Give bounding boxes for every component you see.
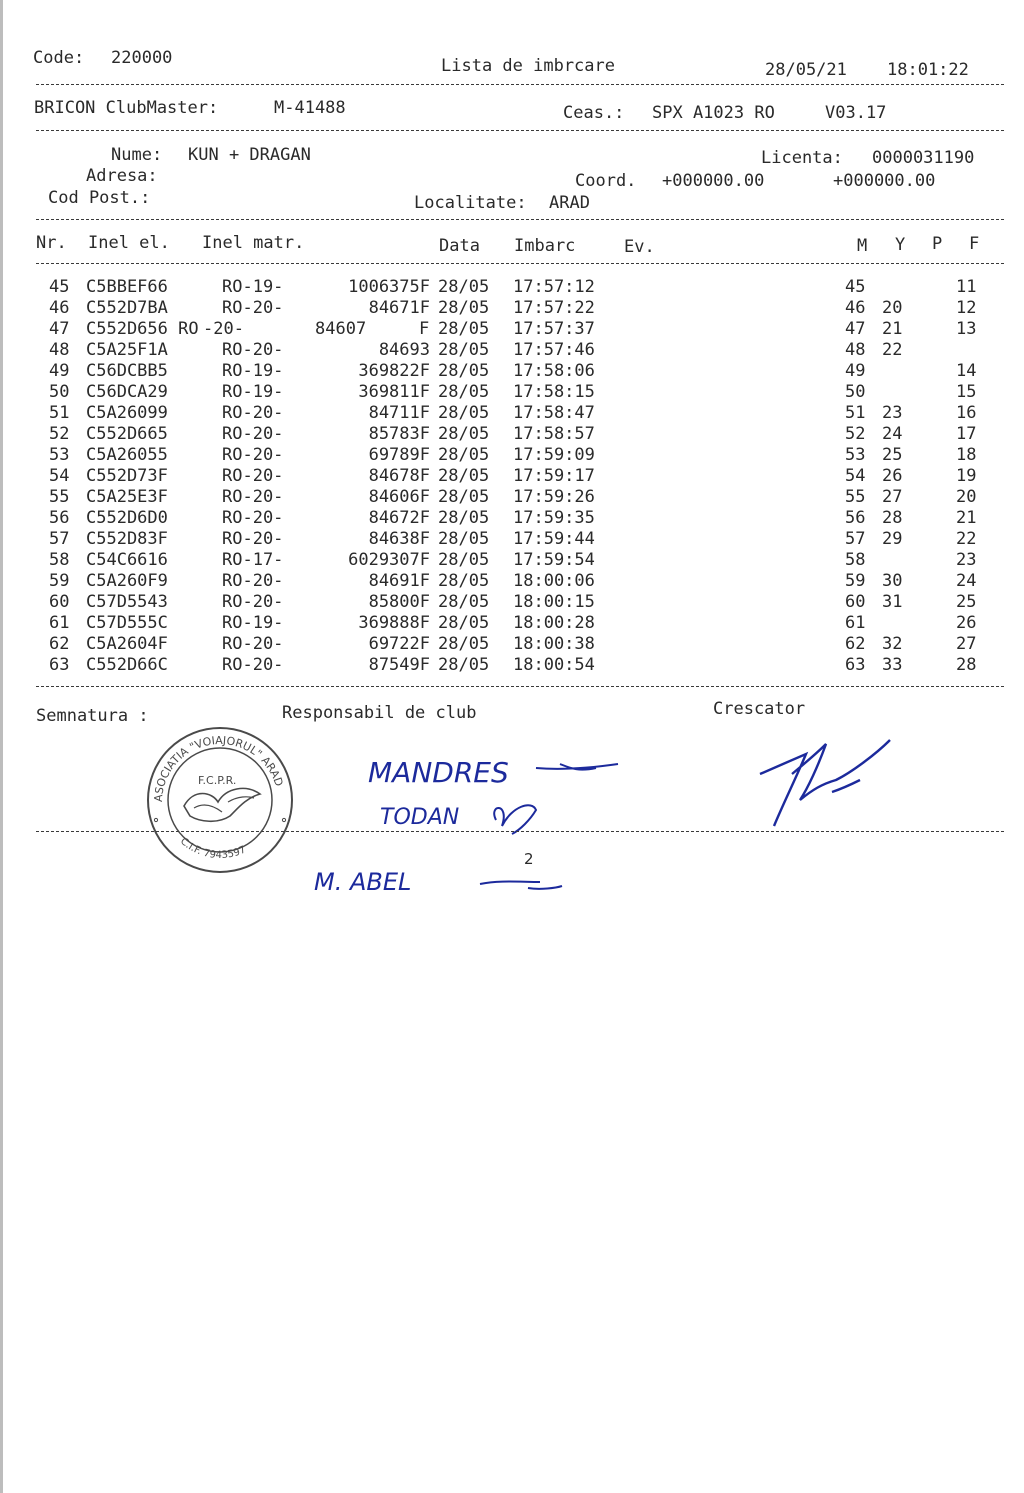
- imbarc-time-cell: 17:57:12: [513, 277, 595, 297]
- col-header-nr: Nr.: [36, 233, 67, 253]
- col-header-p: P: [932, 234, 943, 254]
- f-cell: 25: [956, 592, 977, 612]
- inel-el-cell: C56DCBB5: [86, 361, 168, 381]
- inel-matr-prefix-cell: RO-20-: [222, 655, 284, 675]
- table-row: [0, 529, 1024, 550]
- inel-matr-prefix-cell: RO-19-: [222, 613, 284, 633]
- print-time: 18:01:22: [887, 60, 969, 80]
- y-cell: 27: [882, 487, 903, 507]
- nr-cell: 45: [49, 277, 70, 297]
- data-cell: 28/05: [438, 634, 490, 654]
- m-cell: 47: [845, 319, 866, 339]
- inel-matr-number-cell: 84711F: [368, 403, 430, 423]
- inel-matr-number-cell: 84671F: [368, 298, 430, 318]
- m-cell: 58: [845, 550, 866, 570]
- inel-matr-prefix-cell: RO-20-: [222, 340, 284, 360]
- nr-cell: 63: [49, 655, 70, 675]
- table-row: [0, 382, 1024, 403]
- col-header-y: Y: [895, 235, 906, 255]
- data-cell: 28/05: [438, 571, 490, 591]
- nr-cell: 55: [49, 487, 70, 507]
- m-cell: 61: [845, 613, 866, 633]
- inel-el-cell: C552D656 RO: [86, 319, 199, 339]
- y-cell: 26: [882, 466, 903, 486]
- inel-el-cell: C54C6616: [86, 550, 168, 570]
- table-row: [0, 277, 1024, 298]
- imbarc-time-cell: 17:59:44: [513, 529, 595, 549]
- data-cell: 28/05: [438, 487, 490, 507]
- inel-matr-prefix-cell: RO-20-: [222, 592, 284, 612]
- m-cell: 63: [845, 655, 866, 675]
- y-cell: 33: [882, 655, 903, 675]
- f-cell: 22: [956, 529, 977, 549]
- nume-value: KUN + DRAGAN: [188, 145, 311, 165]
- imbarc-time-cell: 17:57:22: [513, 298, 595, 318]
- m-cell: 54: [845, 466, 866, 486]
- data-cell: 28/05: [438, 550, 490, 570]
- inel-el-cell: C552D6D0: [86, 508, 168, 528]
- f-cell: 13: [956, 319, 977, 339]
- y-cell: 29: [882, 529, 903, 549]
- inel-matr-prefix-cell: RO-20-: [222, 487, 284, 507]
- inel-matr-number-cell: 369888F: [358, 613, 430, 633]
- m-cell: 46: [845, 298, 866, 318]
- print-date: 28/05/21: [765, 60, 847, 80]
- table-row: [0, 592, 1024, 613]
- f-cell: 18: [956, 445, 977, 465]
- inel-matr-prefix-cell: RO-20-: [222, 424, 284, 444]
- imbarc-time-cell: 17:59:54: [513, 550, 595, 570]
- inel-matr-number-cell: 1006375F: [348, 277, 430, 297]
- inel-matr-suffix-cell: F: [419, 319, 430, 339]
- nr-cell: 48: [49, 340, 70, 360]
- imbarc-time-cell: 17:58:15: [513, 382, 595, 402]
- table-row: [0, 424, 1024, 445]
- inel-el-cell: C5BBEF66: [86, 277, 168, 297]
- f-cell: 21: [956, 508, 977, 528]
- f-cell: 14: [956, 361, 977, 381]
- m-cell: 49: [845, 361, 866, 381]
- clock-version: V03.17: [825, 103, 887, 123]
- data-cell: 28/05: [438, 340, 490, 360]
- data-cell: 28/05: [438, 403, 490, 423]
- inel-matr-prefix-cell: RO-20-: [222, 466, 284, 486]
- imbarc-time-cell: 18:00:38: [513, 634, 595, 654]
- breeder-signature: [740, 730, 910, 840]
- f-cell: 19: [956, 466, 977, 486]
- inel-matr-prefix-cell: RO-20-: [222, 298, 284, 318]
- y-cell: 30: [882, 571, 903, 591]
- data-cell: 28/05: [438, 298, 490, 318]
- table-row: [0, 403, 1024, 424]
- divider: [36, 263, 1004, 264]
- inel-el-cell: C552D66C: [86, 655, 168, 675]
- nr-cell: 52: [49, 424, 70, 444]
- responsible-signatures: [314, 738, 680, 908]
- divider: [36, 219, 1004, 220]
- inel-el-cell: C5A26099: [86, 403, 168, 423]
- inel-el-cell: C57D555C: [86, 613, 168, 633]
- handwritten-name-1: MANDRES: [368, 756, 509, 789]
- imbarc-time-cell: 18:00:28: [513, 613, 595, 633]
- imbarc-time-cell: 18:00:06: [513, 571, 595, 591]
- m-cell: 55: [845, 487, 866, 507]
- table-row: [0, 487, 1024, 508]
- nr-cell: 59: [49, 571, 70, 591]
- divider: [36, 130, 1004, 131]
- data-cell: 28/05: [438, 445, 490, 465]
- inel-matr-number-cell: 85783F: [368, 424, 430, 444]
- data-cell: 28/05: [438, 655, 490, 675]
- nr-cell: 50: [49, 382, 70, 402]
- handwritten-name-3: M. ABEL: [314, 868, 412, 896]
- inel-matr-prefix-cell: RO-17-: [222, 550, 284, 570]
- imbarc-time-cell: 17:59:26: [513, 487, 595, 507]
- inel-el-cell: C552D83F: [86, 529, 168, 549]
- col-header-inel-matr: Inel matr.: [202, 233, 305, 253]
- data-cell: 28/05: [438, 613, 490, 633]
- inel-matr-number-cell: 84606F: [368, 487, 430, 507]
- inel-matr-number-cell: 369811F: [358, 382, 430, 402]
- col-header-ev: Ev.: [624, 237, 655, 257]
- nr-cell: 51: [49, 403, 70, 423]
- y-cell: 22: [882, 340, 903, 360]
- f-cell: 28: [956, 655, 977, 675]
- inel-matr-number-cell: 84607: [315, 319, 367, 339]
- nr-cell: 54: [49, 466, 70, 486]
- inel-el-cell: C56DCA29: [86, 382, 168, 402]
- coord-latitude: +000000.00: [662, 171, 765, 191]
- data-cell: 28/05: [438, 424, 490, 444]
- f-cell: 26: [956, 613, 977, 633]
- table-row: [0, 613, 1024, 634]
- data-cell: 28/05: [438, 277, 490, 297]
- nr-cell: 57: [49, 529, 70, 549]
- imbarc-time-cell: 17:59:09: [513, 445, 595, 465]
- table-row: [0, 571, 1024, 592]
- divider: [36, 686, 1004, 687]
- inel-matr-prefix-cell: RO-20-: [222, 403, 284, 423]
- localitate-value: ARAD: [549, 193, 590, 213]
- inel-el-cell: C5A2604F: [86, 634, 168, 654]
- page-edge: [0, 0, 3, 1493]
- m-cell: 53: [845, 445, 866, 465]
- col-header-inel-el: Inel el.: [88, 233, 170, 253]
- nr-cell: 49: [49, 361, 70, 381]
- inel-el-cell: C57D5543: [86, 592, 168, 612]
- inel-matr-prefix-cell: RO-19-: [222, 277, 284, 297]
- y-cell: 24: [882, 424, 903, 444]
- imbarc-time-cell: 17:59:35: [513, 508, 595, 528]
- imbarc-time-cell: 17:57:37: [513, 319, 595, 339]
- code-label: Code:: [33, 48, 85, 68]
- f-cell: 27: [956, 634, 977, 654]
- m-cell: 62: [845, 634, 866, 654]
- table-row: [0, 634, 1024, 655]
- inel-matr-number-cell: 69722F: [368, 634, 430, 654]
- nr-cell: 62: [49, 634, 70, 654]
- table-row: [0, 340, 1024, 361]
- f-cell: 23: [956, 550, 977, 570]
- nr-cell: 56: [49, 508, 70, 528]
- inel-el-cell: C552D73F: [86, 466, 168, 486]
- code-value: 220000: [111, 48, 173, 68]
- coord-longitude: +000000.00: [833, 171, 936, 191]
- inel-el-cell: C5A25F1A: [86, 340, 168, 360]
- clubmaster-label: BRICON ClubMaster:: [34, 98, 219, 118]
- m-cell: 45: [845, 277, 866, 297]
- data-cell: 28/05: [438, 592, 490, 612]
- nr-cell: 46: [49, 298, 70, 318]
- f-cell: 17: [956, 424, 977, 444]
- imbarc-time-cell: 17:57:46: [513, 340, 595, 360]
- coord-label: Coord.: [575, 171, 637, 191]
- inel-matr-number-cell: 87549F: [368, 655, 430, 675]
- m-cell: 50: [845, 382, 866, 402]
- table-row: [0, 466, 1024, 487]
- inel-matr-prefix-cell: RO-20-: [222, 571, 284, 591]
- data-cell: 28/05: [438, 319, 490, 339]
- table-row: [0, 655, 1024, 676]
- y-cell: 25: [882, 445, 903, 465]
- inel-matr-prefix-cell: -20-: [203, 319, 244, 339]
- nume-label: Nume:: [111, 145, 163, 165]
- f-cell: 12: [956, 298, 977, 318]
- inel-matr-number-cell: 85800F: [368, 592, 430, 612]
- nr-cell: 58: [49, 550, 70, 570]
- nr-cell: 53: [49, 445, 70, 465]
- inel-matr-prefix-cell: RO-20-: [222, 529, 284, 549]
- f-cell: 24: [956, 571, 977, 591]
- semnatura-label: Semnatura :: [36, 706, 149, 726]
- inel-el-cell: C552D665: [86, 424, 168, 444]
- table-row: [0, 445, 1024, 466]
- document-title: Lista de imbrcare: [441, 56, 615, 76]
- nr-cell: 61: [49, 613, 70, 633]
- f-cell: 20: [956, 487, 977, 507]
- clock-value: SPX A1023 RO: [652, 103, 775, 123]
- imbarc-time-cell: 17:58:06: [513, 361, 595, 381]
- y-cell: 21: [882, 319, 903, 339]
- imbarc-time-cell: 18:00:54: [513, 655, 595, 675]
- col-header-data: Data: [439, 236, 480, 256]
- col-header-m: M: [857, 236, 868, 256]
- clock-label: Ceas.:: [563, 103, 625, 123]
- inel-matr-number-cell: 84693: [378, 340, 430, 360]
- licenta-label: Licenta:: [761, 148, 843, 168]
- inel-matr-prefix-cell: RO-20-: [222, 445, 284, 465]
- f-cell: 16: [956, 403, 977, 423]
- inel-matr-prefix-cell: RO-20-: [222, 508, 284, 528]
- y-cell: 31: [882, 592, 903, 612]
- imbarc-time-cell: 17:58:57: [513, 424, 595, 444]
- adresa-label: Adresa:: [86, 166, 158, 186]
- y-cell: 28: [882, 508, 903, 528]
- m-cell: 52: [845, 424, 866, 444]
- data-cell: 28/05: [438, 361, 490, 381]
- imbarc-time-cell: 17:58:47: [513, 403, 595, 423]
- inel-matr-prefix-cell: RO-20-: [222, 634, 284, 654]
- cod-post-label: Cod Post.:: [48, 188, 151, 208]
- m-cell: 59: [845, 571, 866, 591]
- inel-el-cell: C5A26055: [86, 445, 168, 465]
- page-number: 2: [524, 850, 534, 868]
- data-cell: 28/05: [438, 382, 490, 402]
- imbarc-time-cell: 18:00:15: [513, 592, 595, 612]
- imbarc-time-cell: 17:59:17: [513, 466, 595, 486]
- table-row: [0, 508, 1024, 529]
- divider: [36, 831, 1004, 832]
- inel-el-cell: C552D7BA: [86, 298, 168, 318]
- m-cell: 56: [845, 508, 866, 528]
- stamp-outer-text: ASOCIATIA "VOIAJORUL" ARAD: [151, 733, 286, 803]
- col-header-imbarc: Imbarc: [514, 236, 576, 256]
- inel-matr-number-cell: 84678F: [368, 466, 430, 486]
- inel-matr-number-cell: 69789F: [368, 445, 430, 465]
- inel-matr-prefix-cell: RO-19-: [222, 361, 284, 381]
- data-cell: 28/05: [438, 508, 490, 528]
- m-cell: 60: [845, 592, 866, 612]
- col-header-f: F: [969, 234, 980, 254]
- crescator-label: Crescator: [713, 699, 806, 719]
- f-cell: 11: [956, 277, 977, 297]
- table-row: [0, 319, 1024, 340]
- inel-matr-number-cell: 84638F: [368, 529, 430, 549]
- clubmaster-value: M-41488: [274, 98, 346, 118]
- f-cell: 15: [956, 382, 977, 402]
- m-cell: 57: [845, 529, 866, 549]
- inel-matr-number-cell: 6029307F: [348, 550, 430, 570]
- m-cell: 48: [845, 340, 866, 360]
- club-stamp: [142, 722, 298, 878]
- data-cell: 28/05: [438, 529, 490, 549]
- responsabil-label: Responsabil de club: [282, 703, 477, 723]
- m-cell: 51: [845, 403, 866, 423]
- inel-el-cell: C5A260F9: [86, 571, 168, 591]
- inel-el-cell: C5A25E3F: [86, 487, 168, 507]
- inel-matr-number-cell: 369822F: [358, 361, 430, 381]
- nr-cell: 60: [49, 592, 70, 612]
- handwritten-name-2: TODAN: [380, 805, 460, 830]
- divider: [36, 84, 1004, 85]
- table-row: [0, 550, 1024, 571]
- licenta-value: 0000031190: [872, 148, 975, 168]
- localitate-label: Localitate:: [414, 193, 527, 213]
- y-cell: 23: [882, 403, 903, 423]
- table-row: [0, 298, 1024, 319]
- y-cell: 20: [882, 298, 903, 318]
- y-cell: 32: [882, 634, 903, 654]
- inel-matr-number-cell: 84691F: [368, 571, 430, 591]
- stamp-cif-text: C.I.F. 7943597: [177, 835, 248, 862]
- data-cell: 28/05: [438, 466, 490, 486]
- table-row: [0, 361, 1024, 382]
- stamp-inner-text: F.C.P.R.: [198, 774, 237, 787]
- inel-matr-prefix-cell: RO-19-: [222, 382, 284, 402]
- inel-matr-number-cell: 84672F: [368, 508, 430, 528]
- nr-cell: 47: [49, 319, 70, 339]
